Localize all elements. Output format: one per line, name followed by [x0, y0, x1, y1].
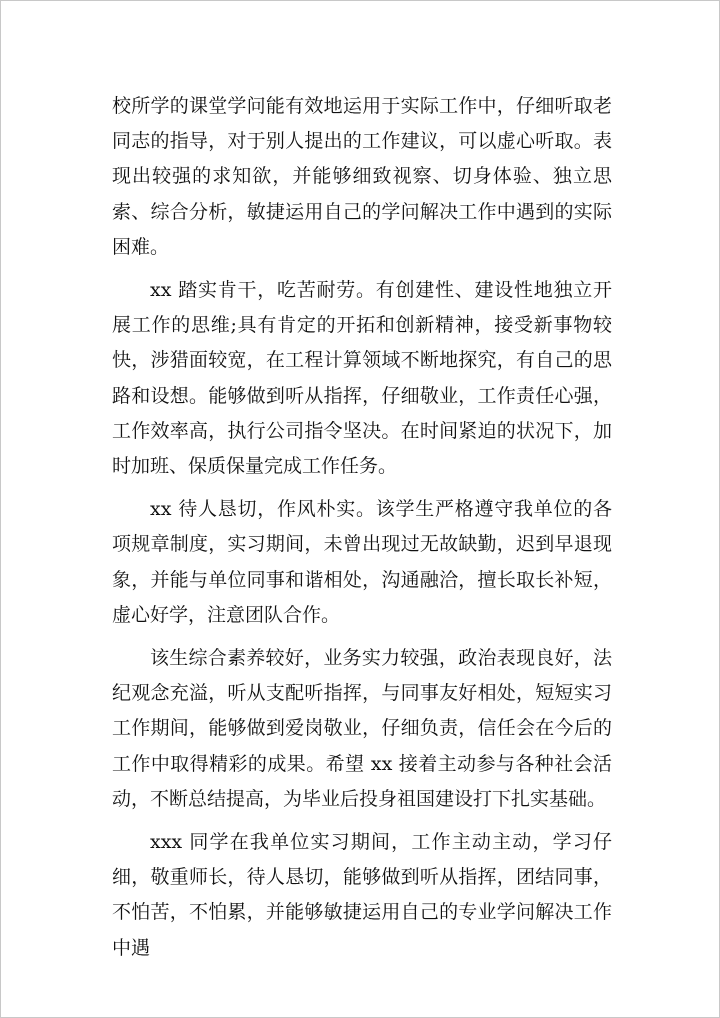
paragraph-work-attitude: xx 踏实肯干，吃苦耐劳。有创建性、建设性地独立开展工作的思维;具有肯定的开拓和创新精神，接受新事物较快，涉猎面较宽，在工程计算领域不断地探究，有自己的思路和设想。能够做到听从指挥，仔细敬业，工作责任心强，工作效率高，执行公司指令坚决。在时间紧迫的状况下，加时加班、保质保量完成工作任务。 — [112, 279, 612, 478]
document-body — [112, 89, 612, 974]
paragraph-conduct: xx 待人恳切，作风朴实。该学生严格遵守我单位的各项规章制度，实习期间，未曾出现过无故缺勤，迟到早退现象，并能与单位同事和谐相处，沟通融洽，擅长取长补短，虚心好学，注意团队合作。 — [112, 498, 612, 626]
paragraph-continuation: 校所学的课堂学问能有效地运用于实际工作中，仔细听取老同志的指导，对于别人提出的工作建议，可以虚心听取。表现出较强的求知欲，并能够细致视察、切身体验、独立思索、综合分析，敏捷运用自己的学问解决工作中遇到的实际困难。 — [112, 95, 612, 258]
paragraph-internship-summary: xxx 同学在我单位实习期间，工作主动主动，学习仔细，敬重师长，待人恳切，能够做到听从指挥，团结同事，不怕苦，不怕累，并能够敏捷运用自己的专业学问解决工作中遇 — [112, 831, 612, 959]
paragraph-overall-evaluation: 该生综合素养较好，业务实力较强，政治表现良好，法纪观念充溢，听从支配听指挥，与同事友好相处，短短实习工作期间，能够做到爱岗敬业，仔细负责，信任会在今后的工作中取得精彩的成果。希望 xx 接着主动参与各种社会活动，不断总结提高，为毕业后投身祖国建设打下扎实基础。 — [112, 647, 612, 810]
